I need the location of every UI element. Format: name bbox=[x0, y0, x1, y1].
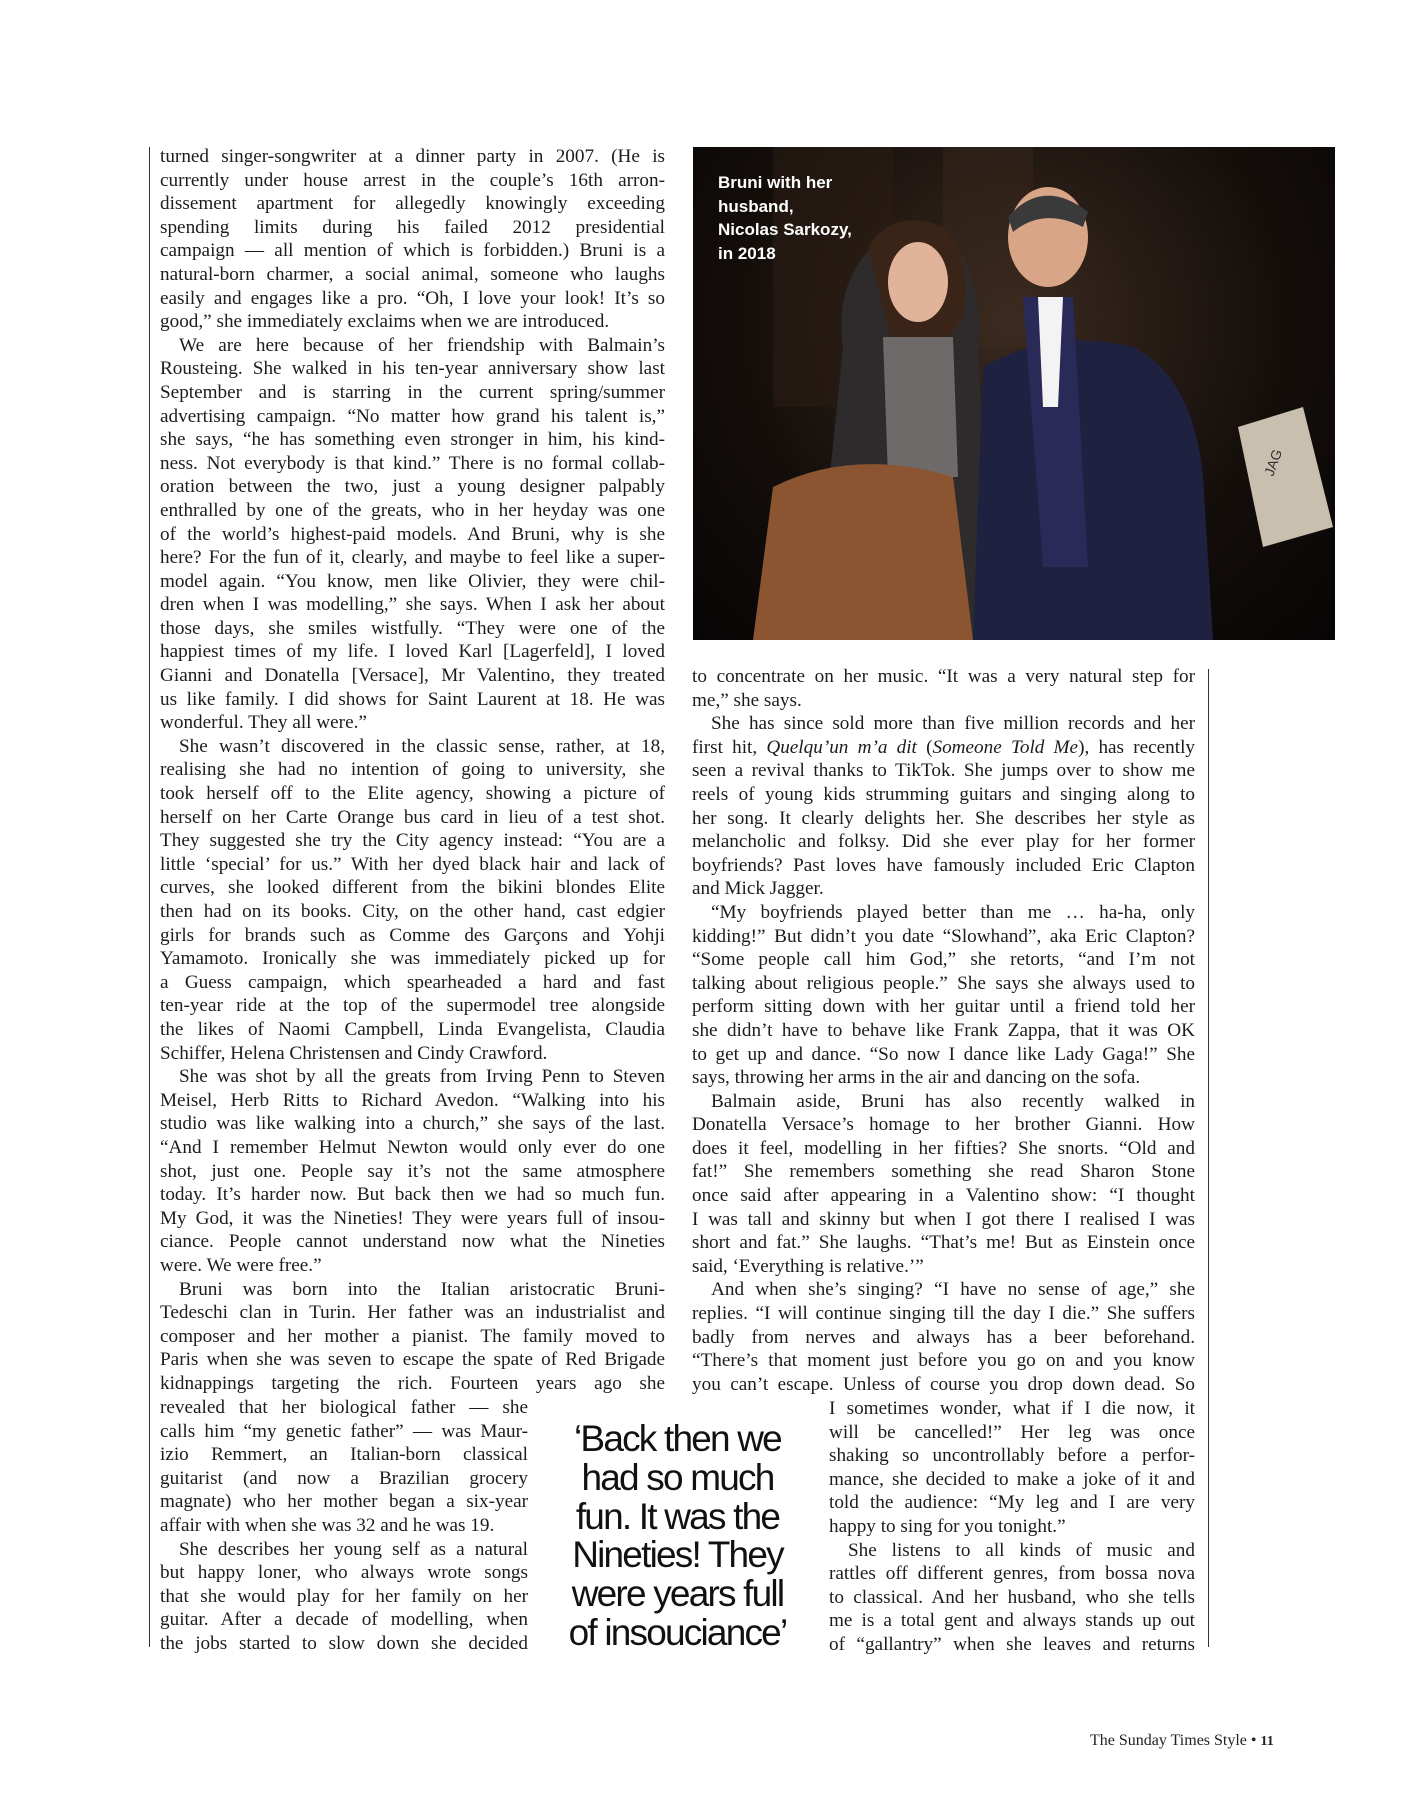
text-line: to classical. And her husband, who she tells bbox=[829, 1586, 1195, 1608]
text-line: Yamamoto. Ironically she was immediately picked up for bbox=[160, 948, 665, 970]
text-line: and Mick Jagger. bbox=[692, 878, 824, 900]
text-line: badly from nerves and always has a beer beforehand. bbox=[692, 1326, 1195, 1348]
text-line: wonderful. They all were.” bbox=[160, 712, 367, 734]
text-line: kidnappings targeting the rich. Fourteen years ago she bbox=[160, 1372, 665, 1394]
pull-quote-line: were years full bbox=[571, 1573, 784, 1615]
text-line: short and fat.” She laughs. “That’s me! But as Einstein once bbox=[692, 1232, 1195, 1254]
text-line: but happy loner, who always wrote songs bbox=[160, 1562, 528, 1584]
text-line: of the world’s highest-paid models. And Bruni, why is she bbox=[160, 523, 665, 545]
text-line: rattles off different genres, from bossa nova bbox=[829, 1563, 1195, 1585]
pull-quote-line: of insouciance’ bbox=[568, 1611, 787, 1653]
text-line: izio Remmert, an Italian-born classical bbox=[160, 1444, 528, 1466]
text-line: were. We were free.” bbox=[160, 1254, 322, 1276]
caption-line: husband, bbox=[718, 196, 794, 216]
photo-bruni-sarkozy bbox=[693, 147, 1335, 640]
text-line: you can’t escape. Unless of course you drop down dead. So bbox=[692, 1373, 1195, 1395]
text-line: little ‘special’ for us.” With her dyed black hair and lack of bbox=[160, 853, 665, 875]
text-line: here? For the fun of it, clearly, and maybe to feel like a super- bbox=[160, 547, 665, 569]
text-line: guitar. After a decade of modelling, when bbox=[160, 1609, 528, 1631]
text-line: happy to sing for you tonight.” bbox=[829, 1515, 1066, 1537]
right-column-rule bbox=[1208, 669, 1209, 1647]
text-line: They suggested she try the City agency instead: “You are a bbox=[160, 830, 665, 852]
text-line: currently under house arrest in the couple’s 16th arron- bbox=[160, 169, 665, 191]
text-line: She listens to all kinds of music and bbox=[848, 1539, 1195, 1561]
text-line: took herself off to the Elite agency, showing a picture of bbox=[160, 783, 665, 805]
text-line: dissement apartment for allegedly knowingly exceeding bbox=[160, 193, 665, 215]
italic-title: Quelqu’un m’a dit bbox=[766, 736, 917, 758]
text-line: boyfriends? Past loves have famously included Eric Clapton bbox=[692, 854, 1195, 876]
text-line: Schiffer, Helena Christensen and Cindy Crawford. bbox=[160, 1042, 548, 1064]
text-line: says, throwing her arms in the air and dancing on the sofa. bbox=[692, 1067, 1141, 1089]
text-line: She was shot by all the greats from Irving Penn to Steven bbox=[179, 1066, 665, 1088]
text-line: She describes her young self as a natural bbox=[179, 1538, 528, 1560]
text-line: kidding!” But didn’t you date “Slowhand”, aka Eric Clapton? bbox=[692, 925, 1195, 947]
text-line: affair with when she was 32 and he was 19. bbox=[160, 1514, 495, 1536]
article-column-right bbox=[692, 665, 1195, 1396]
text-line: natural-born charmer, a social animal, someone who laughs bbox=[160, 263, 665, 285]
text-line: me,” she says. bbox=[692, 689, 802, 711]
text-line: realising she had no intention of going to university, she bbox=[160, 759, 665, 781]
text-line: then had on its books. City, on the other hand, cast edgier bbox=[160, 901, 665, 922]
text-line: today. It’s harder now. But back then we had so much fun. bbox=[160, 1184, 665, 1206]
text-line: model again. “You know, men like Olivier, they were chil- bbox=[160, 570, 665, 592]
text-line: perform sitting down with her guitar until a friend told her bbox=[692, 996, 1195, 1018]
text-line: Meisel, Herb Ritts to Richard Avedon. “Walking into his bbox=[160, 1089, 665, 1111]
text-line: oration between the two, just a young designer palpably bbox=[160, 476, 665, 498]
caption-line: in 2018 bbox=[718, 243, 776, 263]
text-line: She wasn’t discovered in the classic sense, rather, at 18, bbox=[179, 735, 665, 757]
text-line: enthralled by one of the greats, who in her heyday was one bbox=[160, 499, 665, 521]
text-line: Rousteing. She walked in his ten-year anniversary show last bbox=[160, 358, 665, 380]
text-line: calls him “my genetic father” — was Maur- bbox=[160, 1420, 528, 1442]
text-segment: ( bbox=[916, 736, 933, 758]
caption-line: Nicolas Sarkozy, bbox=[718, 220, 852, 239]
text-line: “My boyfriends played better than me … ha-ha, only bbox=[711, 901, 1195, 923]
text-line: Tedeschi clan in Turin. Her father was an industrialist and bbox=[160, 1302, 665, 1324]
separator: • bbox=[1250, 1732, 1257, 1749]
text-line: those days, she smiles wistfully. “They were one of the bbox=[160, 617, 665, 639]
text-line: spending limits during his failed 2012 presidential bbox=[160, 216, 665, 238]
caption-line: Bruni with her bbox=[718, 173, 833, 192]
text-line: “And I remember Helmut Newton would only ever do one bbox=[160, 1136, 665, 1158]
text-line: advertising campaign. “No matter how grand his talent is,” bbox=[160, 405, 665, 427]
text-line: said, ‘Everything is relative.’” bbox=[692, 1255, 924, 1277]
text-line: shaking so uncontrollably before a perfor- bbox=[829, 1445, 1195, 1467]
pull-quote bbox=[540, 1420, 815, 1653]
text-line: And when she’s singing? “I have no sense of age,” she bbox=[711, 1279, 1195, 1301]
pull-quote-line: had so much bbox=[581, 1456, 774, 1498]
text-line: Bruni was born into the Italian aristocratic Bruni- bbox=[179, 1278, 665, 1300]
article-column-right-narrow bbox=[829, 1397, 1195, 1657]
text-line: seen a revival thanks to TikTok. She jumps over to show me bbox=[692, 760, 1195, 782]
text-line: shot, just one. People say it’s not the same atmosphere bbox=[160, 1160, 665, 1182]
text-line: fat!” She remembers something she read Sharon Stone bbox=[692, 1161, 1195, 1183]
text-line: ness. Not everybody is that kind.” There is no formal collab- bbox=[160, 452, 665, 474]
pull-quote-line: ‘Back then we bbox=[574, 1418, 781, 1459]
text-line: guitarist (and now a Brazilian grocery bbox=[160, 1467, 528, 1489]
left-column-rule bbox=[149, 147, 150, 1647]
text-line: My God, it was the Nineties! They were years full of insou- bbox=[160, 1207, 665, 1229]
text-line: to concentrate on her music. “It was a very natural step for bbox=[692, 666, 1195, 687]
text-line: “There’s that moment just before you go on and you know bbox=[692, 1350, 1195, 1372]
text-segment: ), has recently bbox=[1078, 736, 1195, 758]
text-line: Gianni and Donatella [Versace], Mr Valentino, they treated bbox=[160, 665, 665, 687]
text-line: Balmain aside, Bruni has also recently walked in bbox=[711, 1090, 1195, 1112]
text-line: I sometimes wonder, what if I die now, it bbox=[829, 1398, 1195, 1419]
text-line: ten-year ride at the top of the supermodel tree alongside bbox=[160, 995, 665, 1017]
text-line: I was tall and skinny but when I got there I realised I was bbox=[692, 1208, 1195, 1230]
text-line: Paris when she was seven to escape the spate of Red Brigade bbox=[160, 1349, 665, 1371]
text-line: “Some people call him God,” she retorts, “and I’m not bbox=[692, 949, 1195, 971]
text-line: mance, she decided to make a joke of it and bbox=[829, 1468, 1195, 1490]
text-line: melancholic and folksy. Did she ever play for her former bbox=[692, 831, 1195, 853]
text-line: once said after appearing in a Valentino show: “I thought bbox=[692, 1185, 1195, 1207]
text-line: She has since sold more than five million records and her bbox=[711, 713, 1195, 735]
text-line: good,” she immediately exclaims when we are introduced. bbox=[160, 311, 610, 333]
text-line: me is a total gent and always stands up out bbox=[829, 1610, 1195, 1632]
text-line: the likes of Naomi Campbell, Linda Evangelista, Claudia bbox=[160, 1018, 665, 1040]
text-line: composer and her mother a pianist. The family moved to bbox=[160, 1325, 665, 1347]
text-line: turned singer-songwriter at a dinner party in 2007. (He is bbox=[160, 146, 665, 167]
text-line: curves, she looked different from the bikini blondes Elite bbox=[160, 877, 665, 899]
text-line: reels of young kids strumming guitars and singing along to bbox=[692, 783, 1195, 805]
text-line: told the audience: “My leg and I are very bbox=[829, 1492, 1195, 1514]
text-line: girls for brands such as Comme des Garçons and Yohji bbox=[160, 924, 665, 946]
photo-caption bbox=[718, 171, 852, 265]
text-line: of “gallantry” when she leaves and returns bbox=[829, 1633, 1195, 1655]
text-line: dren when I was modelling,” she says. When I ask her about bbox=[160, 594, 665, 616]
text-line: campaign — all mention of which is forbidden.) Bruni is a bbox=[160, 240, 665, 262]
pull-quote-line: fun. It was the bbox=[575, 1495, 780, 1537]
page-footer bbox=[1090, 1732, 1274, 1750]
text-line: ciance. People cannot understand now what the Nineties bbox=[160, 1231, 665, 1253]
text-line bbox=[692, 736, 1195, 760]
text-segment: first hit, bbox=[692, 736, 767, 758]
text-line: We are here because of her friendship with Balmain’s bbox=[179, 334, 665, 356]
text-line: easily and engages like a pro. “Oh, I love your look! It’s so bbox=[160, 287, 665, 309]
text-line: herself on her Carte Orange bus card in lieu of a test shot. bbox=[160, 806, 665, 828]
article-column-left-narrow bbox=[160, 1396, 528, 1656]
text-line: she says, “he has something even stronger in him, his kind- bbox=[160, 429, 665, 451]
text-line: her song. It clearly delights her. She describes her style as bbox=[692, 807, 1195, 829]
text-line: happiest times of my life. I loved Karl [Lagerfeld], I loved bbox=[160, 641, 665, 663]
text-line: the jobs started to slow down she decided bbox=[160, 1632, 528, 1654]
text-line: she didn’t have to behave like Frank Zappa, that it was OK bbox=[692, 1019, 1195, 1041]
text-line: magnate) who her mother began a six-year bbox=[160, 1491, 528, 1513]
italic-title: Someone Told Me bbox=[932, 736, 1079, 758]
text-line: that she would play for her family on her bbox=[160, 1585, 528, 1607]
text-line: September and is starring in the current spring/summer bbox=[160, 381, 665, 403]
bag-text: JAG bbox=[1260, 446, 1286, 479]
article-column-left bbox=[160, 145, 665, 1395]
text-line: a Guess campaign, which spearheaded a hard and fast bbox=[160, 971, 665, 993]
text-line: does it feel, modelling in her fifties? She snorts. “Old and bbox=[692, 1137, 1195, 1159]
text-line: will be cancelled!” Her leg was once bbox=[829, 1421, 1195, 1443]
text-line: Donatella Versace’s homage to her brother Gianni. How bbox=[692, 1114, 1195, 1136]
page-number: 11 bbox=[1260, 1734, 1274, 1749]
text-line: revealed that her biological father — she bbox=[160, 1397, 528, 1418]
text-line: replies. “I will continue singing till the day I die.” She suffers bbox=[692, 1303, 1195, 1325]
text-line: studio was like walking into a church,” she says of the last. bbox=[160, 1113, 665, 1135]
text-line: to get up and dance. “So now I dance like Lady Gaga!” She bbox=[692, 1043, 1195, 1065]
text-line: talking about religious people.” She says she always used to bbox=[692, 972, 1195, 994]
text-line: us like family. I did shows for Saint Laurent at 18. He was bbox=[160, 688, 665, 710]
publication-name: The Sunday Times Style bbox=[1090, 1732, 1247, 1749]
pull-quote-line: Nineties! They bbox=[572, 1534, 783, 1576]
